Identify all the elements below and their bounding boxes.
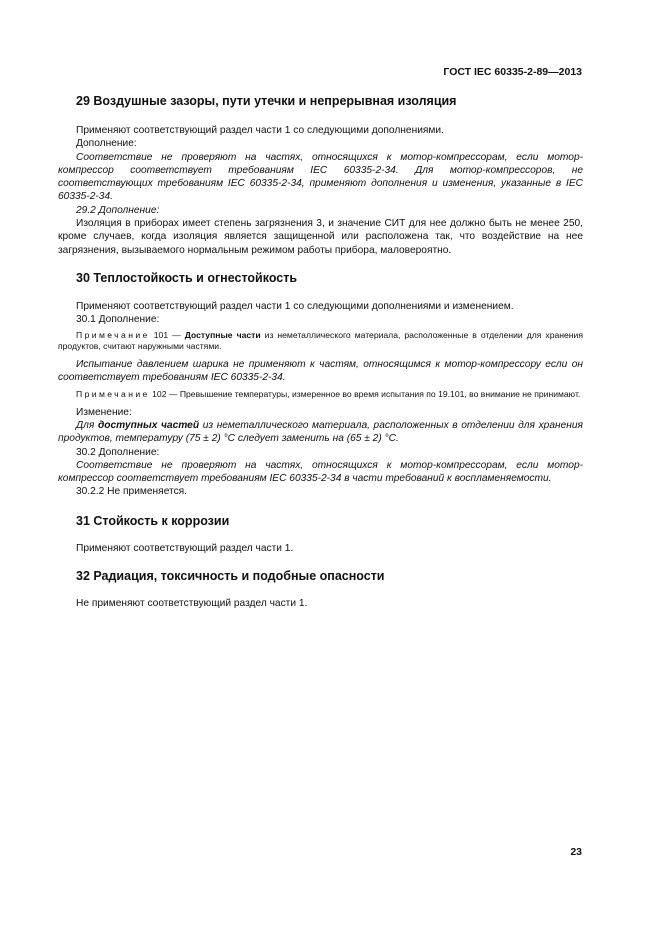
s29-2-text: Изоляция в приборах имеет степень загрязнения 3, и значение СИТ для нее должно быть не менее 250, кроме случаев, когда изоляция является защищенной или расположена так, что воздействие на нее загрязнения, вызываемого нормальным режимом работы прибора, маловероятно. bbox=[58, 218, 583, 256]
s30-change-text-rest: из неметаллического материала, расположенных в отделении для хранения продуктов, температуру (75 ± 2) °С следует заменить на (65 ± 2) °С. bbox=[58, 419, 583, 445]
note-102-label: Примечание bbox=[76, 389, 150, 400]
s31-text: Применяют соответствующий раздел части 1. bbox=[76, 542, 294, 554]
page-content bbox=[58, 93, 583, 610]
s30-intro: Применяют соответствующий раздел части 1 со следующими дополнениями и изменением. bbox=[76, 300, 514, 312]
section-29-heading: 29 Воздушные зазоры, пути утечки и непрерывная изоляция bbox=[76, 94, 457, 108]
note-101-label: Примечание bbox=[76, 329, 150, 340]
s29-compliance-text: Соответствие не проверяют на частях, относящихся к мотор-компрессорам, если мотор-компрессор соответствует требованиям IEC 60335-2-34. Для мотор-компрессоров, не соответствующих требованиям IEC 60335-2-34, применяют дополнения и изменения, указанные в IEC 60335-2-34. bbox=[58, 151, 583, 203]
s30-change-text bbox=[58, 419, 583, 446]
s32-text: Не применяют соответствующий раздел части 1. bbox=[76, 598, 308, 610]
page-number: 23 bbox=[570, 846, 582, 858]
note-101-term: Доступные части bbox=[184, 329, 261, 340]
note-101 bbox=[58, 330, 583, 353]
note-102 bbox=[58, 389, 583, 401]
s30-1-addition-label: 30.1 Дополнение: bbox=[76, 314, 160, 326]
s29-2-addition-label: 29.2 Дополнение: bbox=[76, 204, 160, 216]
s30-change-term: доступных частей bbox=[97, 419, 200, 431]
s30-change-label: Изменение: bbox=[76, 406, 132, 418]
section-30-heading: 30 Теплостойкость и огнестойкость bbox=[76, 270, 298, 285]
s29-intro: Применяют соответствующий раздел части 1 со следующими дополнениями. bbox=[76, 125, 444, 136]
note-101-text: из неметаллического материала, расположенные в отделении для хранения продуктов, считают наружными частями. bbox=[58, 329, 584, 352]
s30-ball-pressure-text: Испытание давлением шарика не применяют к частям, относящимся к мотор-компрессору если он соответствует требованиям IEC 60335-2-34. bbox=[58, 358, 583, 383]
s29-addition-label: Дополнение: bbox=[76, 138, 137, 150]
note-101-number: 101 — bbox=[153, 329, 181, 340]
s30-2-addition-label: 30.2 Дополнение: bbox=[76, 446, 160, 458]
s30-change-text-start: Для bbox=[76, 419, 95, 431]
section-31-heading: 31 Стойкость к коррозии bbox=[76, 513, 230, 528]
s30-2-2-text: 30.2.2 Не применяется. bbox=[76, 486, 188, 498]
s30-2-text: Соответствие не проверяют на частях, относящихся к мотор-компрессорам, если мотор-компрессор соответствует требованиям IEC 60335-2-34 в части требований к воспламеняемости. bbox=[58, 459, 583, 485]
document-id-header: ГОСТ IEC 60335-2-89—2013 bbox=[443, 66, 582, 78]
section-32-heading: 32 Радиация, токсичность и подобные опасности bbox=[76, 569, 385, 584]
note-102-text: 102 — Превышение температуры, измеренное во время испытания по 19.101, во внимание не принимают. bbox=[152, 389, 581, 400]
